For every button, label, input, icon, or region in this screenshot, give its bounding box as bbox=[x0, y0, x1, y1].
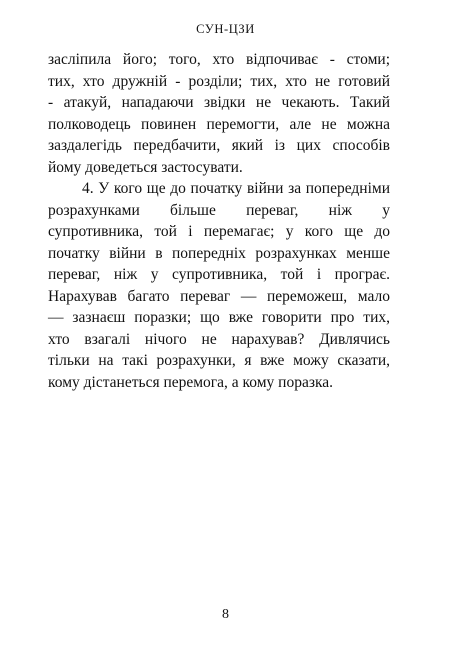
text-line: засліпила його; того, хто відпочиває - стоми; bbox=[48, 51, 390, 68]
page-number: 8 bbox=[222, 607, 229, 622]
text-line: йому доведеться застосувати. bbox=[48, 158, 243, 176]
text-line: — зазнаєш поразки; що вже говорити про тих, bbox=[48, 309, 390, 326]
running-header: СУН-ЦЗИ bbox=[196, 22, 255, 36]
text-line: - атакуй, нападаючи звідки не чекають. Такий bbox=[48, 94, 390, 111]
text-line: початку війни в попередніх розрахунках менше bbox=[48, 244, 390, 262]
text-line: кому дістанеться перемога, а кому поразка. bbox=[48, 373, 334, 391]
text-line: хто взагалі нічого не нарахував? Дивлячись bbox=[48, 330, 390, 348]
text-line: 4. У кого ще до початку війни за попередніми bbox=[82, 180, 390, 197]
text-line: тих, хто дружній - розділи; тих, хто не готовий bbox=[48, 72, 390, 90]
text-line: полководець повинен перемогти, але не можна bbox=[48, 115, 390, 133]
text-line: розрахунками більше переваг, ніж у bbox=[48, 201, 390, 219]
text-line: Нарахував багато переваг — переможеш, мало bbox=[48, 287, 390, 305]
text-body bbox=[48, 49, 390, 393]
text-line: переваг, ніж у супротивника, той і програє. bbox=[48, 266, 390, 283]
text-line: заздалегідь передбачити, який із цих способів bbox=[48, 137, 390, 154]
text-line: супротивника, той і перемагає; у кого ще до bbox=[48, 223, 390, 240]
text-line: тільки на такі розрахунки, я вже можу сказати, bbox=[48, 352, 390, 369]
